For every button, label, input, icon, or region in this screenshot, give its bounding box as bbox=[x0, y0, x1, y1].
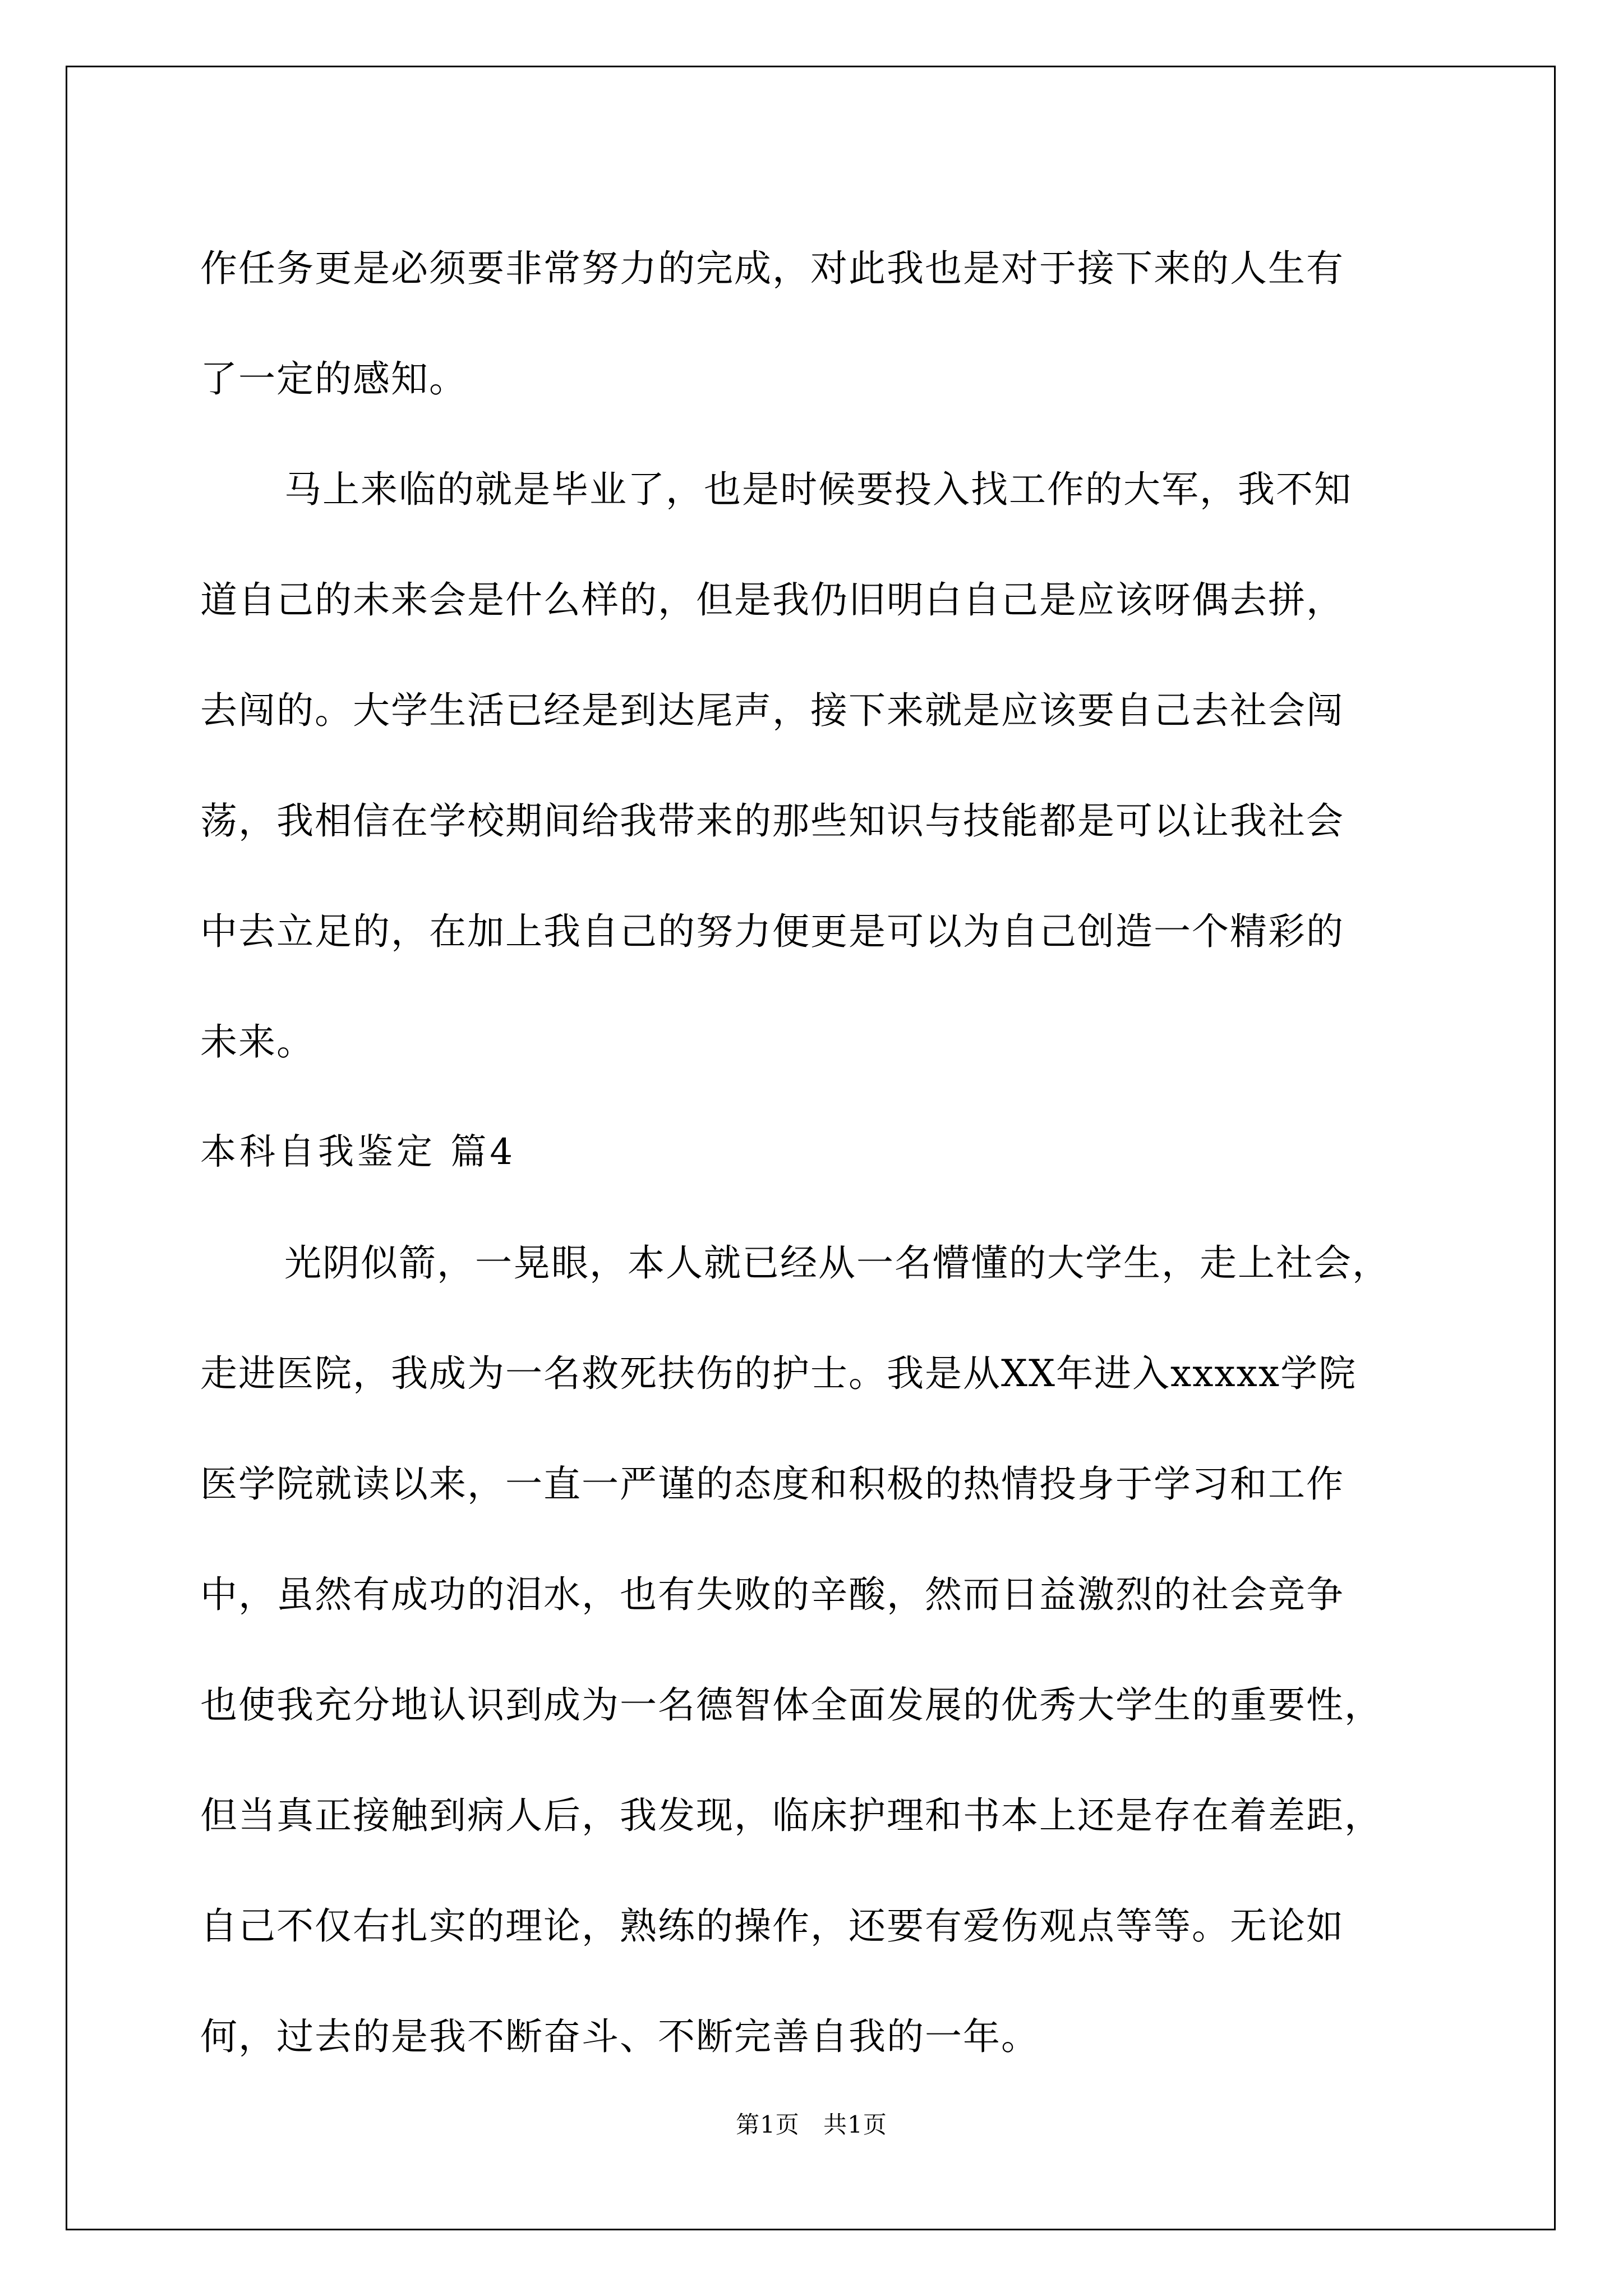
text-line: 荡，我相信在学校期间给我带来的那些知识与技能都是可以让我社会 bbox=[200, 799, 1344, 843]
section-heading: 本科自我鉴定 篇4 bbox=[200, 1131, 517, 1173]
text-line: 但当真正接触到病人后，我发现，临床护理和书本上还是存在着差距， bbox=[200, 1794, 1382, 1837]
document-body bbox=[200, 213, 1434, 2092]
paragraph-nursing bbox=[200, 1208, 1434, 2092]
text-line: 何，过去的是我不断奋斗、不断完善自我的一年。 bbox=[200, 2015, 1039, 2058]
page-footer bbox=[0, 2106, 1623, 2140]
text-line: 马上来临的就是毕业了，也是时候要投入找工作的大军，我不知 bbox=[284, 468, 1352, 511]
text-line: 自己不仅右扎实的理论，熟练的操作，还要有爱伤观点等等。无论如 bbox=[200, 1904, 1344, 1948]
text-line: 中去立足的，在加上我自己的努力便更是可以为自己创造一个精彩的 bbox=[200, 910, 1344, 953]
text-line: 未来。 bbox=[200, 1020, 315, 1064]
page-number-total: 共1页 bbox=[823, 2111, 887, 2138]
text-line: 走进医院，我成为一名救死扶伤的护士。我是从XX年进入xxxxx学院 bbox=[200, 1352, 1357, 1395]
text-line: 光阴似箭，一晃眼，本人就已经从一名懵懂的大学生，走上社会， bbox=[284, 1241, 1390, 1285]
text-line: 也使我充分地认识到成为一名德智体全面发展的优秀大学生的重要性， bbox=[200, 1683, 1382, 1727]
text-line: 道自己的未来会是什么样的，但是我仍旧明白自己是应该呀偶去拼， bbox=[200, 578, 1344, 622]
text-line: 中，虽然有成功的泪水，也有失败的辛酸，然而日益激烈的社会竞争 bbox=[200, 1573, 1344, 1616]
paragraph-graduation bbox=[200, 434, 1434, 1097]
text-line: 医学院就读以来，一直一严谨的态度和积极的热情投身于学习和工作 bbox=[200, 1462, 1344, 1506]
page-number-current: 第1页 bbox=[736, 2111, 800, 2138]
paragraph-continuation bbox=[200, 213, 1434, 434]
text-line: 作任务更是必须要非常努力的完成，对此我也是对于接下来的人生有 bbox=[200, 247, 1344, 290]
text-line: 去闯的。大学生活已经是到达尾声，接下来就是应该要自己去社会闯 bbox=[200, 689, 1344, 732]
text-line: 了一定的感知。 bbox=[200, 357, 467, 401]
